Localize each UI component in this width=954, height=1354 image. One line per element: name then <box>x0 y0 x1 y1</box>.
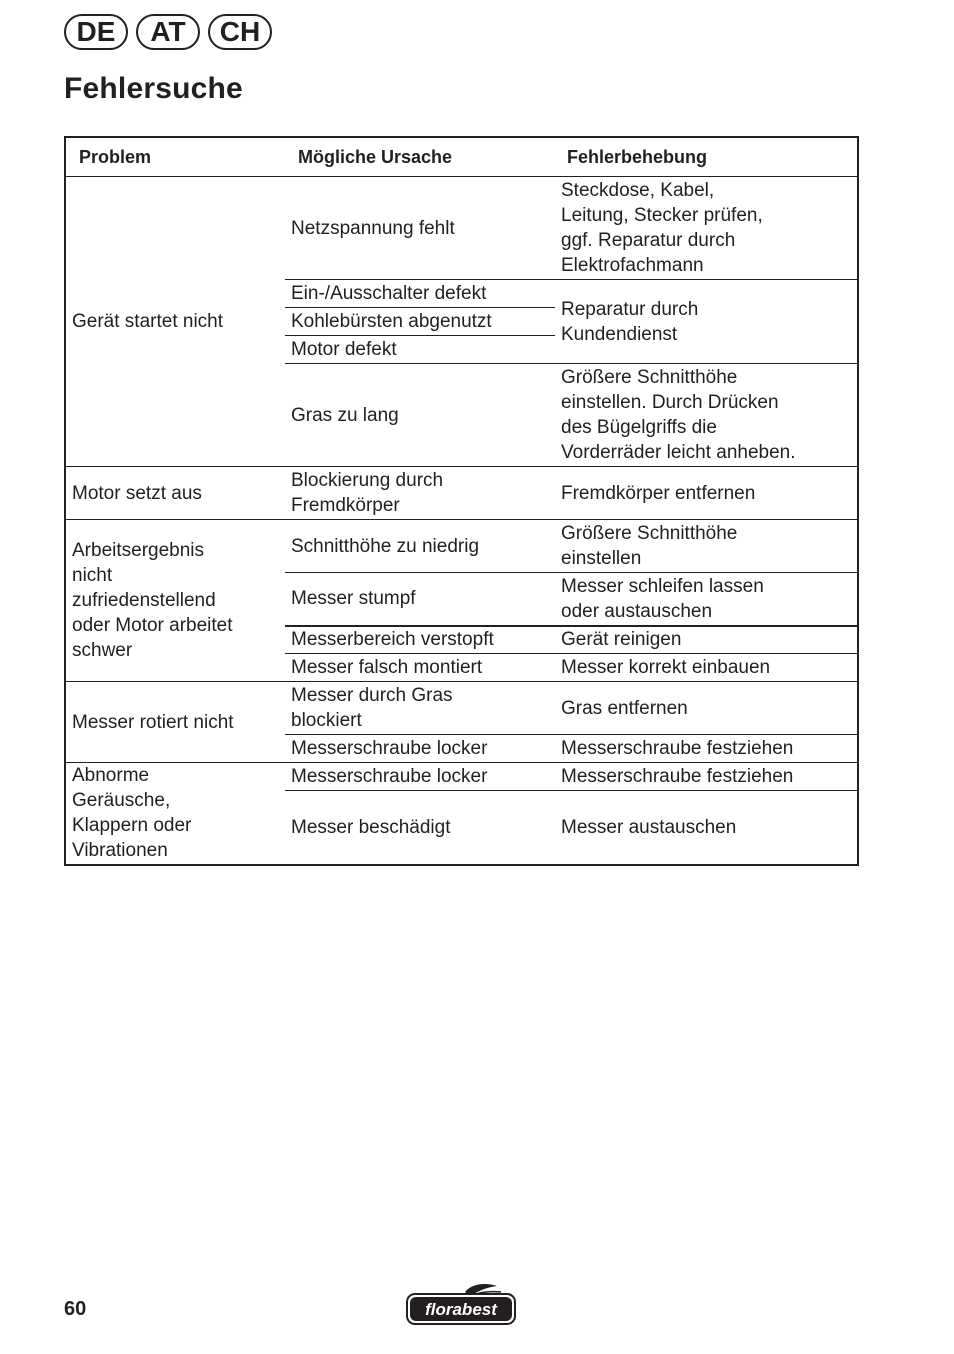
problem-cell: Abnorme Geräusche, Klappern oder Vibrationen <box>65 763 285 865</box>
cause-cell: Ein-/Ausschalter defekt <box>285 280 555 308</box>
remedy-cell: Messerschraube festziehen <box>555 763 858 791</box>
cause-cell: Blockierung durch Fremdkörper <box>285 467 555 520</box>
page-title: Fehlersuche <box>64 72 243 105</box>
cause-cell: Schnitthöhe zu niedrig <box>285 520 555 573</box>
remedy-cell: Messer schleifen lassen oder austauschen <box>555 573 858 626</box>
page-number: 60 <box>64 1298 87 1320</box>
cause-cell: Gras zu lang <box>285 364 555 467</box>
remedy-cell: Größere Schnitthöhe einstellen <box>555 520 858 573</box>
header-cause: Mögliche Ursache <box>285 137 555 177</box>
header-problem: Problem <box>65 137 285 177</box>
cause-cell: Messer beschädigt <box>285 791 555 865</box>
remedy-cell: Messer austauschen <box>555 791 858 865</box>
language-badges <box>64 14 272 50</box>
svg-text:florabest: florabest <box>425 1300 497 1319</box>
lang-badge-de: DE <box>64 14 128 50</box>
remedy-cell: Fremdkörper entfernen <box>555 467 858 520</box>
problem-cell: Arbeitsergebnis nicht zufriedenstellend oder Motor arbeitet schwer <box>65 520 285 682</box>
cause-cell: Messer durch Gras blockiert <box>285 682 555 735</box>
cause-cell: Netzspannung fehlt <box>285 177 555 280</box>
remedy-cell: Größere Schnitthöhe einstellen. Durch Drücken des Bügelgriffs die Vorderräder leicht anheben. <box>555 364 858 467</box>
problem-cell: Motor setzt aus <box>65 467 285 520</box>
cause-cell: Motor defekt <box>285 336 555 364</box>
problem-cell: Gerät startet nicht <box>65 177 285 467</box>
table-row <box>65 682 858 735</box>
florabest-logo <box>405 1282 517 1328</box>
table-row <box>65 467 858 520</box>
remedy-cell: Messerschraube festziehen <box>555 735 858 763</box>
table-row <box>65 177 858 280</box>
header-remedy: Fehlerbehebung <box>555 137 858 177</box>
cause-cell: Messerbereich verstopft <box>285 626 555 654</box>
lang-badge-ch: CH <box>208 14 272 50</box>
table-row <box>65 763 858 791</box>
remedy-cell: Reparatur durch Kundendienst <box>555 280 858 364</box>
table-header-row <box>65 137 858 177</box>
remedy-cell: Gras entfernen <box>555 682 858 735</box>
cause-cell: Kohlebürsten abgenutzt <box>285 308 555 336</box>
cause-cell: Messerschraube locker <box>285 763 555 791</box>
remedy-cell: Steckdose, Kabel, Leitung, Stecker prüfen, ggf. Reparatur durch Elektrofachmann <box>555 177 858 280</box>
troubleshooting-table <box>64 136 859 866</box>
cause-cell: Messer falsch montiert <box>285 654 555 682</box>
lang-badge-at: AT <box>136 14 200 50</box>
remedy-cell: Messer korrekt einbauen <box>555 654 858 682</box>
remedy-cell: Gerät reinigen <box>555 626 858 654</box>
problem-cell: Messer rotiert nicht <box>65 682 285 763</box>
table-row <box>65 520 858 573</box>
cause-cell: Messer stumpf <box>285 573 555 626</box>
cause-cell: Messerschraube locker <box>285 735 555 763</box>
